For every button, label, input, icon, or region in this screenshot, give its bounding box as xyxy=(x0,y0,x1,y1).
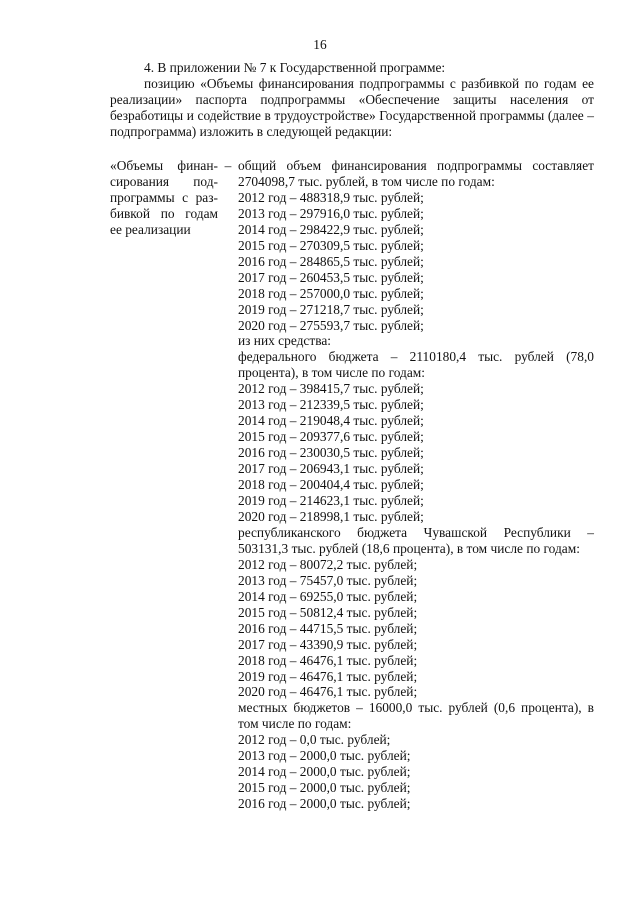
page-number: 16 xyxy=(313,37,327,52)
local-funding-text: местных бюджетов – 16000,0 тыс. рублей (0,6 процента), в том числе по годам: xyxy=(238,700,594,732)
year-amount-line: 2013 год – 75457,0 тыс. рублей; xyxy=(238,572,418,588)
year-amount-line: 2014 год – 298422,9 тыс. рублей; xyxy=(238,221,424,237)
year-amount-line: 2014 год – 2000,0 тыс. рублей; xyxy=(238,764,411,780)
year-amount-line: 2015 год – 270309,5 тыс. рублей; xyxy=(238,237,424,253)
year-amount-line: 2018 год – 257000,0 тыс. рублей; xyxy=(238,285,424,301)
year-amount-line: 2016 год – 2000,0 тыс. рублей; xyxy=(238,796,411,812)
federal-years-list xyxy=(238,381,594,525)
year-amount-line: 2015 год – 209377,6 тыс. рублей; xyxy=(238,429,424,445)
sources-label: из них средства: xyxy=(238,333,332,349)
intro-text xyxy=(110,60,594,140)
year-amount-line: 2012 год – 80072,2 тыс. рублей; xyxy=(238,556,418,572)
year-amount-line: 2017 год – 260453,5 тыс. рублей; xyxy=(238,269,424,285)
amendment-paragraph: позицию «Объемы финансирования подпрограммы с разбивкой по годам ее реализации» паспорта подпрограммы «Обеспечение защиты населения от безработицы и содействие в трудоустройстве» Государственной программы (далее – подпрограмма) изложить в следующей редакции: xyxy=(110,75,594,139)
federal-funding-text: федерального бюджета – 2110180,4 тыс. рублей (78,0 процента), в том числе по годам: xyxy=(238,349,594,381)
year-amount-line: 2013 год – 2000,0 тыс. рублей; xyxy=(238,748,411,764)
year-amount-line: 2015 год – 50812,4 тыс. рублей; xyxy=(238,604,418,620)
year-amount-line: 2016 год – 44715,5 тыс. рублей; xyxy=(238,620,418,636)
position-name-line: «Объемы финан- xyxy=(110,158,218,173)
year-amount-line: 2019 год – 46476,1 тыс. рублей; xyxy=(238,668,418,684)
position-name-line: бивкой по годам xyxy=(110,205,218,221)
total-funding-text: общий объем финансирования подпрограммы составляет 2704098,7 тыс. рублей, в том числе по годам: xyxy=(238,158,594,189)
republic-years-list xyxy=(238,557,594,701)
year-amount-line: 2019 год – 271218,7 тыс. рублей; xyxy=(238,301,424,317)
position-name-line: ее реализации xyxy=(110,221,191,237)
year-amount-line: 2014 год – 69255,0 тыс. рублей; xyxy=(238,588,418,604)
year-amount-line: 2018 год – 200404,4 тыс. рублей; xyxy=(238,477,424,493)
dash-separator: – xyxy=(224,158,232,173)
year-amount-line: 2013 год – 297916,0 тыс. рублей; xyxy=(238,205,424,221)
total-years-list xyxy=(238,190,594,334)
year-amount-line: 2016 год – 284865,5 тыс. рублей; xyxy=(238,253,424,269)
passport-position-table xyxy=(110,158,594,812)
year-amount-line: 2014 год – 219048,4 тыс. рублей; xyxy=(238,413,424,429)
year-amount-line: 2018 год – 46476,1 тыс. рублей; xyxy=(238,652,418,668)
year-amount-line: 2020 год – 218998,1 тыс. рублей; xyxy=(238,508,424,524)
year-amount-line: 2012 год – 488318,9 тыс. рублей; xyxy=(238,189,424,205)
year-amount-line: 2013 год – 212339,5 тыс. рублей; xyxy=(238,397,424,413)
year-amount-line: 2020 год – 46476,1 тыс. рублей; xyxy=(238,684,418,700)
position-name-line: сирования под- xyxy=(110,173,218,189)
year-amount-line: 2012 год – 398415,7 тыс. рублей; xyxy=(238,381,424,397)
year-amount-line: 2019 год – 214623,1 тыс. рублей; xyxy=(238,493,424,509)
year-amount-line: 2016 год – 230030,5 тыс. рублей; xyxy=(238,445,424,461)
position-name-line: программы с раз- xyxy=(110,189,218,205)
year-amount-line: 2017 год – 206943,1 тыс. рублей; xyxy=(238,461,424,477)
position-name-cell xyxy=(110,158,218,812)
republic-funding-text: республиканского бюджета Чувашской Республики – 503131,3 тыс. рублей (18,6 процента), в том числе по годам: xyxy=(238,524,594,556)
amendment-heading: 4. В приложении № 7 к Государственной программе: xyxy=(144,60,446,75)
year-amount-line: 2020 год – 275593,7 тыс. рублей; xyxy=(238,317,424,333)
year-amount-line: 2015 год – 2000,0 тыс. рублей; xyxy=(238,780,411,796)
year-amount-line: 2012 год – 0,0 тыс. рублей; xyxy=(238,732,391,748)
position-value-cell xyxy=(238,158,594,812)
year-amount-line: 2017 год – 43390,9 тыс. рублей; xyxy=(238,636,418,652)
local-years-list xyxy=(238,732,594,812)
